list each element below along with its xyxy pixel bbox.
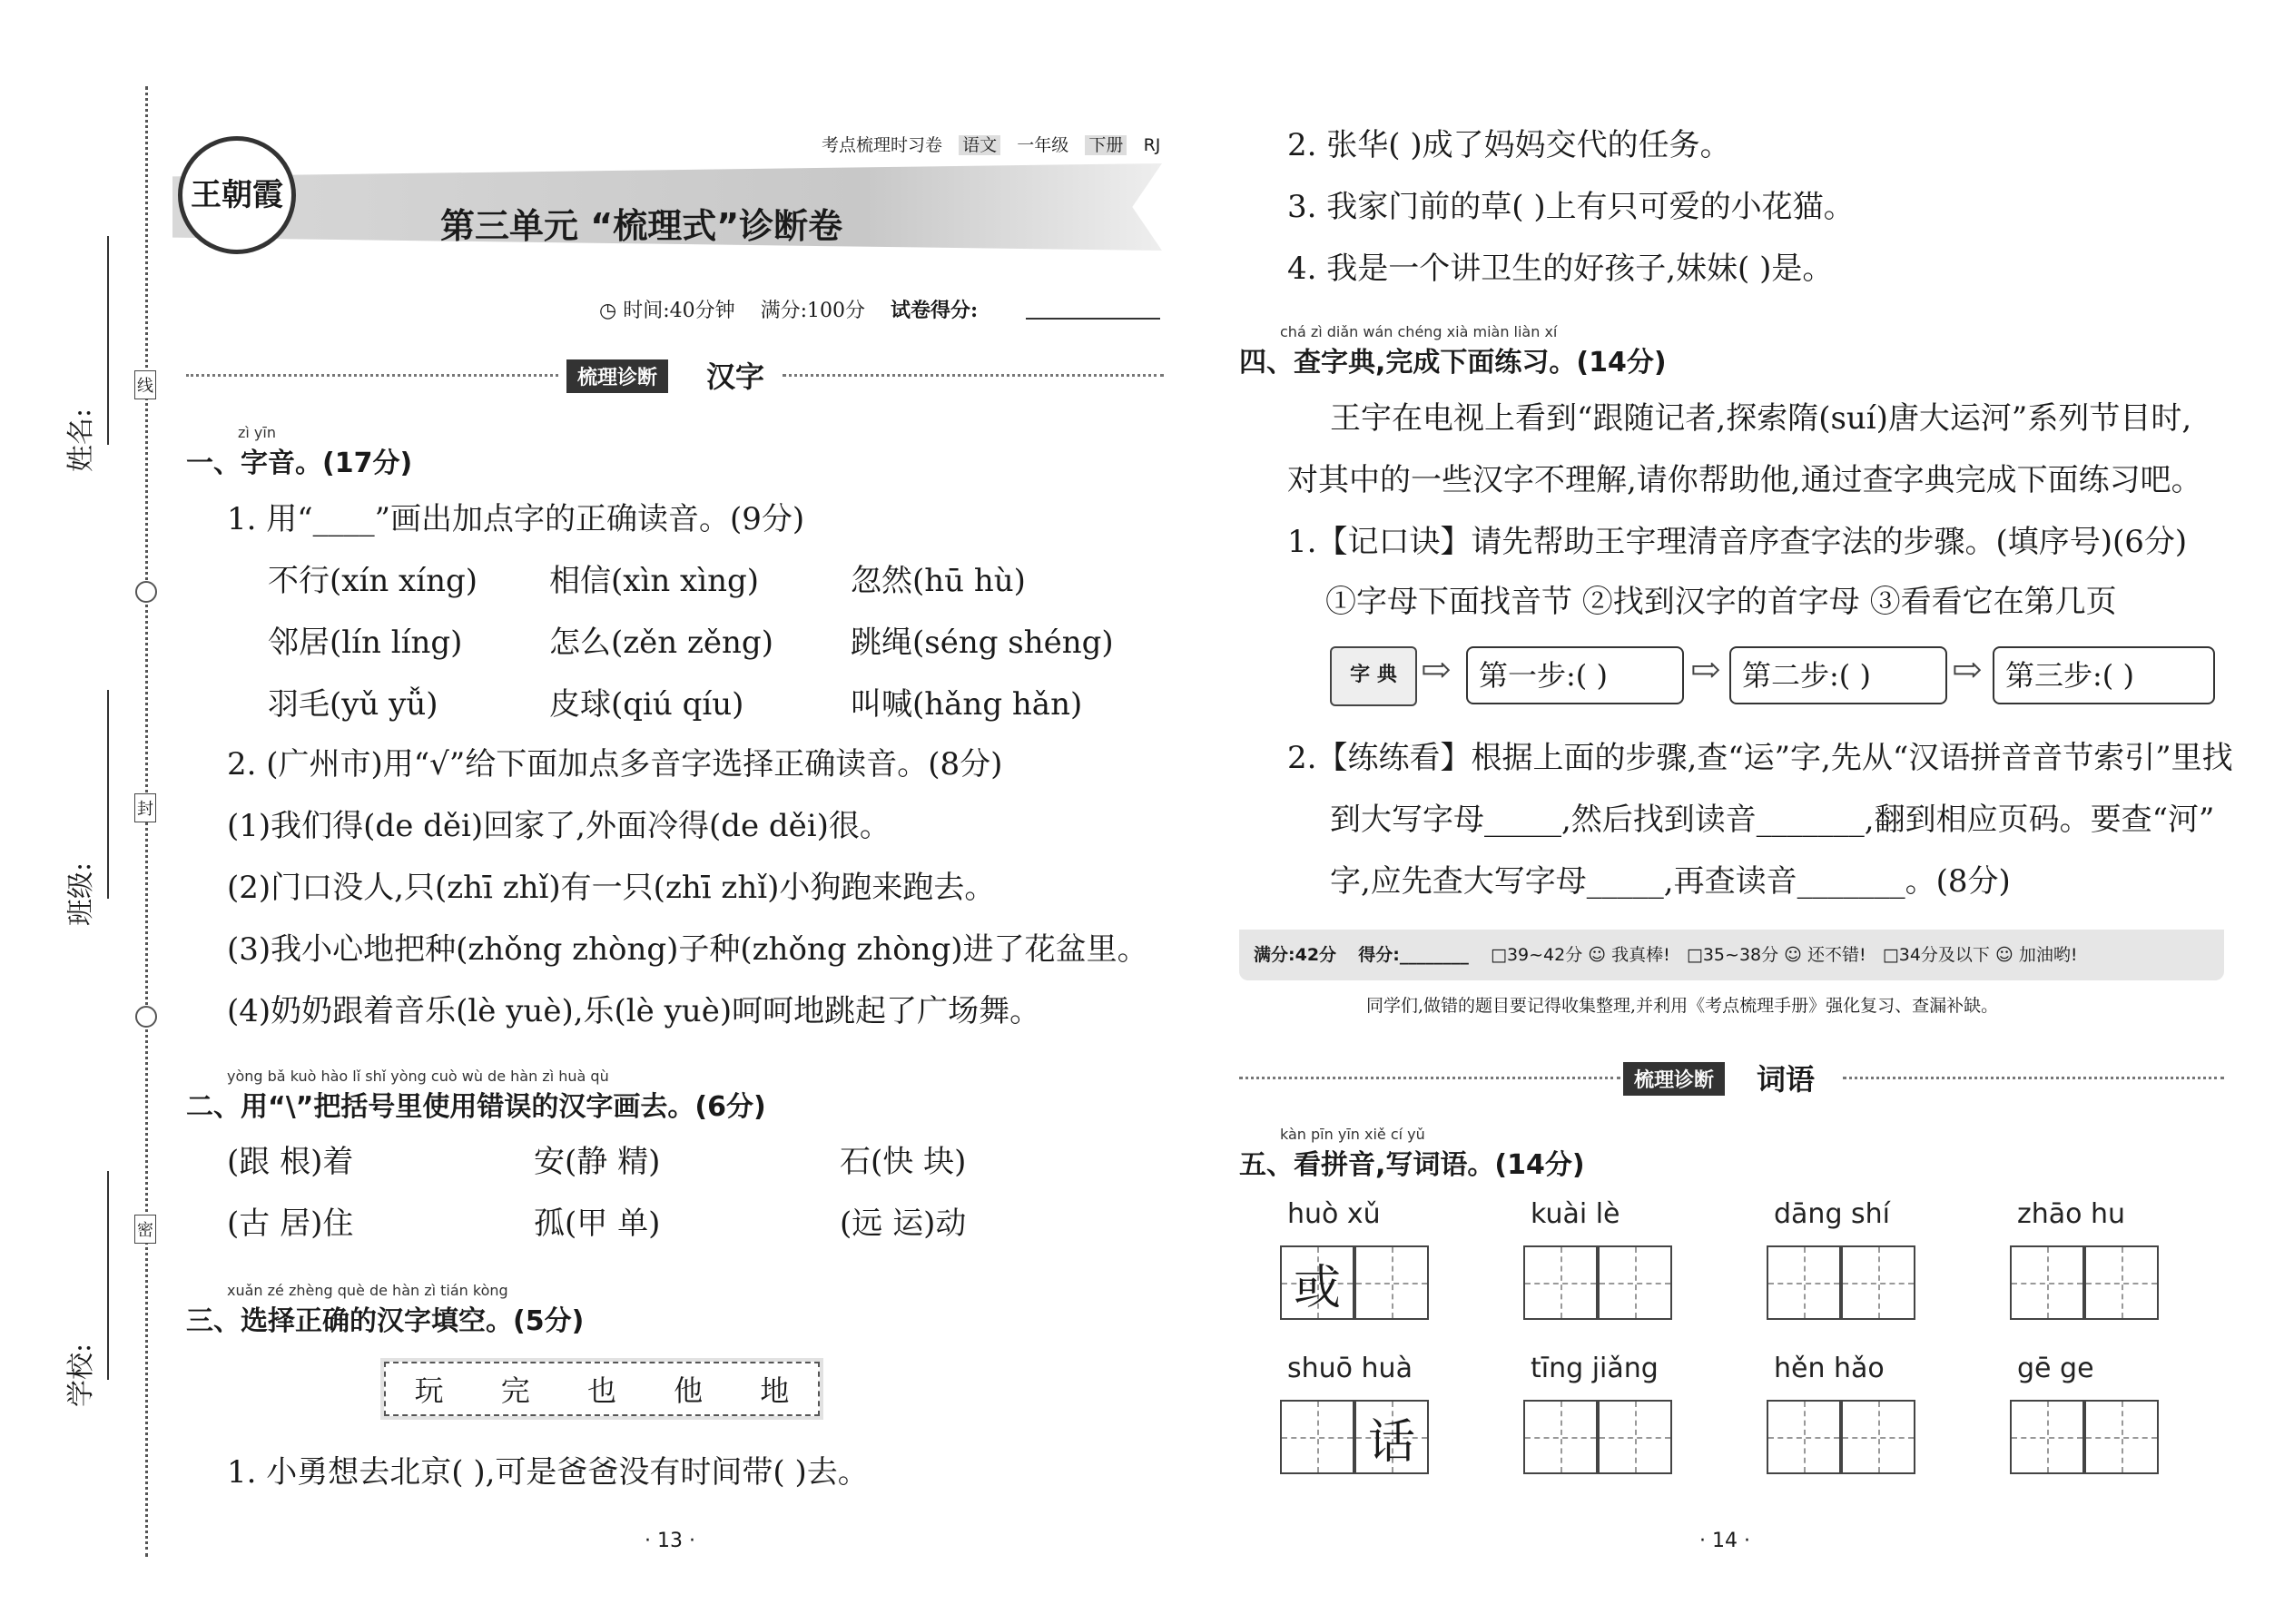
pinyin: xuǎn zé zhèng què de hàn zì tián kòng: [227, 1282, 508, 1299]
word-pinyin: shuō huà: [1287, 1353, 1413, 1384]
pinyin: zì yīn: [238, 424, 276, 441]
writing-cell[interactable]: [1598, 1400, 1672, 1474]
writing-cell[interactable]: [1598, 1245, 1672, 1320]
binding-mark: 线: [134, 370, 156, 399]
writing-cell[interactable]: [1523, 1245, 1598, 1320]
intro-line: 对其中的一些汉字不理解,请你帮助他,通过查字典完成下面练习吧。: [1287, 462, 2202, 498]
q2-heading: 二、用“\”把括号里使用错误的汉字画去。(6分): [186, 1091, 766, 1123]
written-char: [1768, 1247, 1839, 1318]
time-label: 时间:40分钟: [623, 300, 735, 322]
written-char: [1356, 1247, 1427, 1318]
score-bar: [1239, 930, 2224, 980]
score-bar-got: 得分:________: [1358, 945, 1469, 965]
written-char: [1843, 1247, 1914, 1318]
writing-cell[interactable]: [1841, 1400, 1915, 1474]
written-char: 话: [1367, 1414, 1415, 1470]
grade-label: 一年级: [1017, 135, 1069, 155]
word-bank: [384, 1362, 820, 1416]
score-input[interactable]: [1026, 318, 1160, 320]
smile-icon: ☺: [1994, 945, 2013, 965]
binding-mark: 封: [134, 793, 156, 822]
book-label: 字 典: [1350, 663, 1397, 686]
q1-1-instruction: 1. 用“____”画出加点字的正确读音。(9分): [227, 501, 805, 537]
writing-cell[interactable]: [2010, 1400, 2084, 1474]
score-option-text: 我真棒!: [1611, 945, 1670, 965]
pinyin: chá zì diǎn wán chéng xià miàn liàn xí: [1280, 323, 1558, 340]
score-option-text: 加油哟!: [2018, 945, 2078, 965]
pinyin: yòng bǎ kuò hào lǐ shǐ yòng cuò wù de hàn zì huà qù: [227, 1068, 609, 1085]
clock-icon: ◷: [599, 300, 617, 322]
dictionary-book-icon: [1330, 646, 1417, 706]
word-bank-item: 地: [760, 1373, 790, 1408]
writing-cell[interactable]: [1280, 1400, 1354, 1474]
polyphone-line: (4)奶奶跟着音乐(lè yuè),乐(lè yuè)呵呵地跳起了广场舞。: [227, 993, 1041, 1029]
word-pinyin: gē ge: [2017, 1353, 2094, 1384]
writing-cell[interactable]: [1523, 1400, 1598, 1474]
section-title: 汉字: [706, 359, 765, 394]
q4-sub1: 1.【记口诀】请先帮助王宇理清音序查字法的步骤。(填序号)(6分): [1287, 524, 2188, 560]
word-pinyin: huò xǔ: [1287, 1198, 1381, 1230]
subject-label: 语文: [959, 135, 1000, 155]
wrong-char-item: 孤(甲 单): [534, 1206, 661, 1242]
step-3-box[interactable]: 第三步:( ): [1993, 646, 2215, 704]
class-label: 班级:: [65, 861, 97, 926]
reading-item: 皮球(qiú qíu): [549, 686, 744, 723]
writing-cell[interactable]: [2084, 1400, 2159, 1474]
written-char: [2012, 1402, 2082, 1472]
score-bar-full: 满分:42分: [1254, 945, 1337, 965]
fill-line: 1. 小勇想去北京( ),可是爸爸没有时间带( )去。: [227, 1454, 869, 1491]
wrong-char-item: (远 运)动: [840, 1206, 967, 1242]
wrong-char-item: (跟 根)着: [227, 1144, 354, 1180]
series-label: 考点梳理时习卷: [822, 135, 943, 155]
written-char: [1600, 1402, 1670, 1472]
step-1-box[interactable]: 第一步:( ): [1466, 646, 1684, 704]
written-char: [2086, 1247, 2157, 1318]
page-title: 第三单元 “梳理式”诊断卷: [440, 206, 843, 246]
binding-hole-icon: [135, 1006, 157, 1028]
edition-label: RJ: [1143, 135, 1161, 155]
wrong-char-item: 石(快 块): [840, 1144, 967, 1180]
logo: [178, 136, 296, 254]
writing-cell[interactable]: [1841, 1245, 1915, 1320]
score-option-text: 还不错!: [1807, 945, 1866, 965]
polyphone-line: (3)我小心地把种(zhǒng zhòng)子种(zhǒng zhòng)进了花盆里。: [227, 931, 1148, 968]
word-bank-item: 也: [586, 1373, 616, 1408]
score-label: 试卷得分:: [891, 299, 979, 322]
fill-line: 4. 我是一个讲卫生的好孩子,妹妹( )是。: [1287, 251, 1834, 287]
reading-item: 跳绳(séng shéng): [851, 625, 1114, 661]
pinyin: kàn pīn yīn xiě cí yǔ: [1280, 1126, 1425, 1143]
word-bank-item: 完: [500, 1373, 530, 1408]
fill-line: 2. 张华( )成了妈妈交代的任务。: [1287, 127, 1731, 163]
written-char: [1525, 1402, 1596, 1472]
written-char: [1525, 1247, 1596, 1318]
q1-heading: 一、字音。(17分): [186, 448, 413, 479]
reading-item: 叫喊(hǎng hǎn): [851, 686, 1083, 723]
arrow-right-icon: ⇨: [1952, 649, 1983, 691]
fill-line: 3. 我家门前的草( )上有只可爱的小花猫。: [1287, 189, 1855, 225]
written-char: [1282, 1402, 1353, 1472]
polyphone-line: (1)我们得(de děi)回家了,外面冷得(de děi)很。: [227, 808, 891, 844]
intro-line: 王宇在电视上看到“跟随记者,探索隋(suí)唐大运河”系列节目时,: [1330, 400, 2192, 437]
name-label: 姓名:: [65, 408, 97, 472]
page-number: · 14 ·: [1699, 1530, 1750, 1552]
word-pinyin: kuài lè: [1531, 1198, 1620, 1230]
wrong-char-item: (古 居)住: [227, 1206, 354, 1242]
word-bank-item: 他: [674, 1373, 704, 1408]
binding-hole-icon: [135, 581, 157, 603]
reading-item: 相信(xìn xìng): [549, 563, 759, 599]
writing-cell[interactable]: [1767, 1245, 1841, 1320]
q4-sub2-line: 到大写字母_____,然后找到读音_______,翻到相应页码。要查“河”: [1330, 802, 2215, 838]
reading-item: 羽毛(yǔ yǚ): [268, 686, 438, 723]
writing-cell[interactable]: [1280, 1245, 1354, 1320]
q1-2-instruction: 2. (广州市)用“√”给下面加点多音字选择正确读音。(8分): [227, 746, 1003, 782]
writing-cell[interactable]: [2084, 1245, 2159, 1320]
term-label: 下册: [1085, 135, 1127, 155]
word-pinyin: tīng jiǎng: [1531, 1353, 1659, 1384]
page-number: · 13 ·: [645, 1530, 695, 1552]
binding-mark: 密: [134, 1215, 156, 1244]
q5-heading: 五、看拼音,写词语。(14分): [1239, 1149, 1585, 1181]
reading-item: 邻居(lín líng): [268, 625, 463, 661]
score-option[interactable]: □34分及以下: [1882, 945, 1990, 965]
section-badge: 梳理诊断: [566, 359, 668, 393]
reading-item: 忽然(hū hù): [851, 563, 1026, 599]
school-label: 学校:: [65, 1343, 97, 1407]
polyphone-line: (2)门口没人,只(zhī zhǐ)有一只(zhī zhǐ)小狗跑来跑去。: [227, 870, 996, 906]
word-pinyin: zhāo hu: [2017, 1198, 2126, 1230]
written-char: [1843, 1402, 1914, 1472]
full-score-label: 满分:100分: [760, 300, 866, 322]
wrong-char-item: 安(静 精): [534, 1144, 661, 1180]
written-char: [2086, 1402, 2157, 1472]
writing-cell[interactable]: [1354, 1245, 1429, 1320]
q3-heading: 三、选择正确的汉字填空。(5分): [186, 1305, 585, 1337]
q4-sub2-line: 字,应先查大写字母_____,再查读音_______。(8分): [1330, 863, 2011, 900]
writing-cell[interactable]: [2010, 1245, 2084, 1320]
smile-icon: ☺: [1588, 945, 1607, 965]
q4-options: ①字母下面找音节 ②找到汉字的首字母 ③看看它在第几页: [1325, 584, 2117, 620]
section-badge: 梳理诊断: [1623, 1062, 1725, 1096]
section-title: 词语: [1757, 1062, 1816, 1097]
score-option[interactable]: □39~42分: [1491, 945, 1583, 965]
word-bank-item: 玩: [414, 1373, 444, 1408]
reading-item: 不行(xín xíng): [268, 563, 478, 599]
written-char: [2012, 1247, 2082, 1318]
word-pinyin: hěn hǎo: [1774, 1353, 1885, 1384]
written-char: [1600, 1247, 1670, 1318]
arrow-right-icon: ⇨: [1690, 649, 1721, 691]
q4-sub2-line: 2.【练练看】根据上面的步骤,查“运”字,先从“汉语拼音音节索引”里找: [1287, 740, 2233, 776]
arrow-right-icon: ⇨: [1421, 649, 1452, 691]
score-option[interactable]: □35~38分: [1686, 945, 1779, 965]
written-char: 或: [1293, 1260, 1341, 1315]
q4-heading: 四、查字典,完成下面练习。(14分): [1239, 347, 1667, 379]
review-note: 同学们,做错的题目要记得收集整理,并利用《考点梳理手册》强化复习、查漏补缺。: [1366, 996, 1999, 1016]
logo-text: 王朝霞: [191, 177, 283, 213]
step-2-box[interactable]: 第二步:( ): [1729, 646, 1947, 704]
word-pinyin: dāng shí: [1774, 1198, 1890, 1230]
writing-cell[interactable]: [1767, 1400, 1841, 1474]
smile-icon: ☺: [1784, 945, 1802, 965]
reading-item: 怎么(zěn zěng): [549, 625, 773, 661]
writing-cell[interactable]: [1354, 1400, 1429, 1474]
written-char: [1768, 1402, 1839, 1472]
